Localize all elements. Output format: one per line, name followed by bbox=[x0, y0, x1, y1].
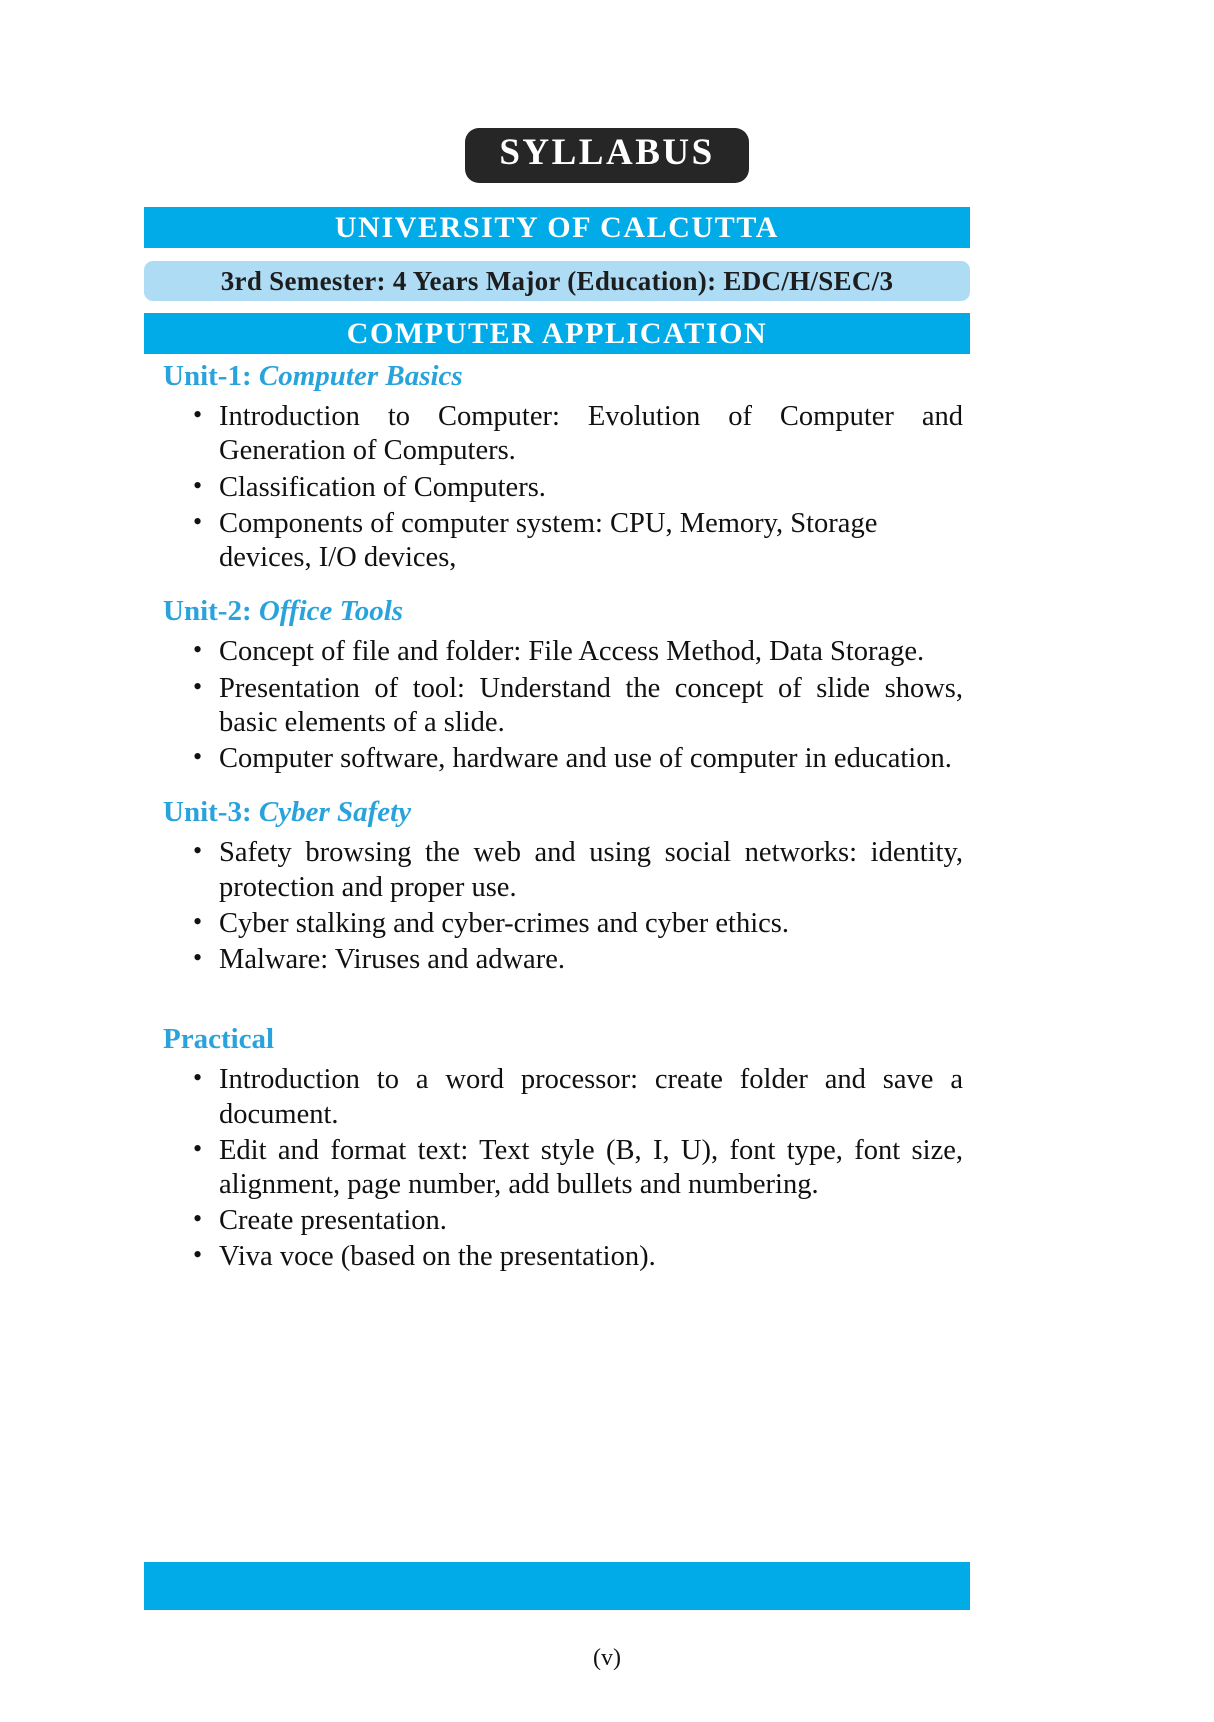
unit-title-2: Office Tools bbox=[258, 595, 404, 628]
unit-heading-3 bbox=[163, 794, 963, 830]
unit-label-3: Unit-3: bbox=[163, 796, 252, 829]
list-item: • Computer software, hardware and use of computer in education. bbox=[191, 742, 963, 776]
list-item: • Cyber stalking and cyber-crimes and cyber ethics. bbox=[191, 907, 963, 941]
list-item: • Classification of Computers. bbox=[191, 471, 963, 505]
syllabus-content bbox=[163, 358, 963, 1293]
unit-heading-2 bbox=[163, 593, 963, 629]
subject-banner: COMPUTER APPLICATION bbox=[144, 313, 970, 354]
unit-title-3: Cyber Safety bbox=[258, 796, 412, 829]
semester-banner: 3rd Semester: 4 Years Major (Education): EDC/H/SEC/3 bbox=[144, 261, 970, 301]
unit-block-3 bbox=[163, 794, 963, 977]
list-item: • Components of computer system: CPU, Memory, Storage devices, I/O devices, bbox=[191, 507, 963, 575]
unit-title-1: Computer Basics bbox=[258, 360, 463, 392]
list-item: • Viva voce (based on the presentation). bbox=[191, 1240, 963, 1274]
list-item: • Malware: Viruses and adware. bbox=[191, 943, 963, 977]
practical-bullet-list bbox=[163, 1063, 963, 1274]
list-item: • Edit and format text: Text style (B, I, U), font type, font size, alignment, page number, add bullets and numbering. bbox=[191, 1134, 963, 1202]
unit-label-2: Unit-2: bbox=[163, 595, 252, 628]
practical-heading: Practical bbox=[163, 1023, 275, 1056]
syllabus-title-pill: SYLLABUS bbox=[465, 128, 748, 183]
list-item: • Presentation of tool: Understand the concept of slide shows, basic elements of a slide. bbox=[191, 672, 963, 740]
unit-block-2 bbox=[163, 593, 963, 776]
footer-blue-bar bbox=[144, 1562, 970, 1610]
list-item: • Safety browsing the web and using social networks: identity, protection and proper use. bbox=[191, 836, 963, 904]
unit-block-1 bbox=[163, 358, 963, 575]
unit-3-bullet-list bbox=[163, 836, 963, 977]
unit-2-bullet-list bbox=[163, 635, 963, 776]
section-spacer bbox=[163, 995, 963, 1021]
list-item: • Introduction to a word processor: create folder and save a document. bbox=[191, 1063, 963, 1131]
list-item: • Concept of file and folder: File Access Method, Data Storage. bbox=[191, 635, 963, 669]
university-banner: UNIVERSITY OF CALCUTTA bbox=[144, 207, 970, 248]
practical-block bbox=[163, 1021, 963, 1274]
list-item: • Introduction to Computer: Evolution of Computer and Generation of Computers. bbox=[191, 400, 963, 468]
syllabus-banner bbox=[0, 128, 1214, 183]
unit-1-bullet-list bbox=[163, 400, 963, 575]
list-item: • Create presentation. bbox=[191, 1204, 963, 1238]
unit-label-1: Unit-1: bbox=[163, 360, 252, 392]
page-number: (v) bbox=[593, 1645, 621, 1671]
unit-heading-1 bbox=[163, 358, 963, 394]
